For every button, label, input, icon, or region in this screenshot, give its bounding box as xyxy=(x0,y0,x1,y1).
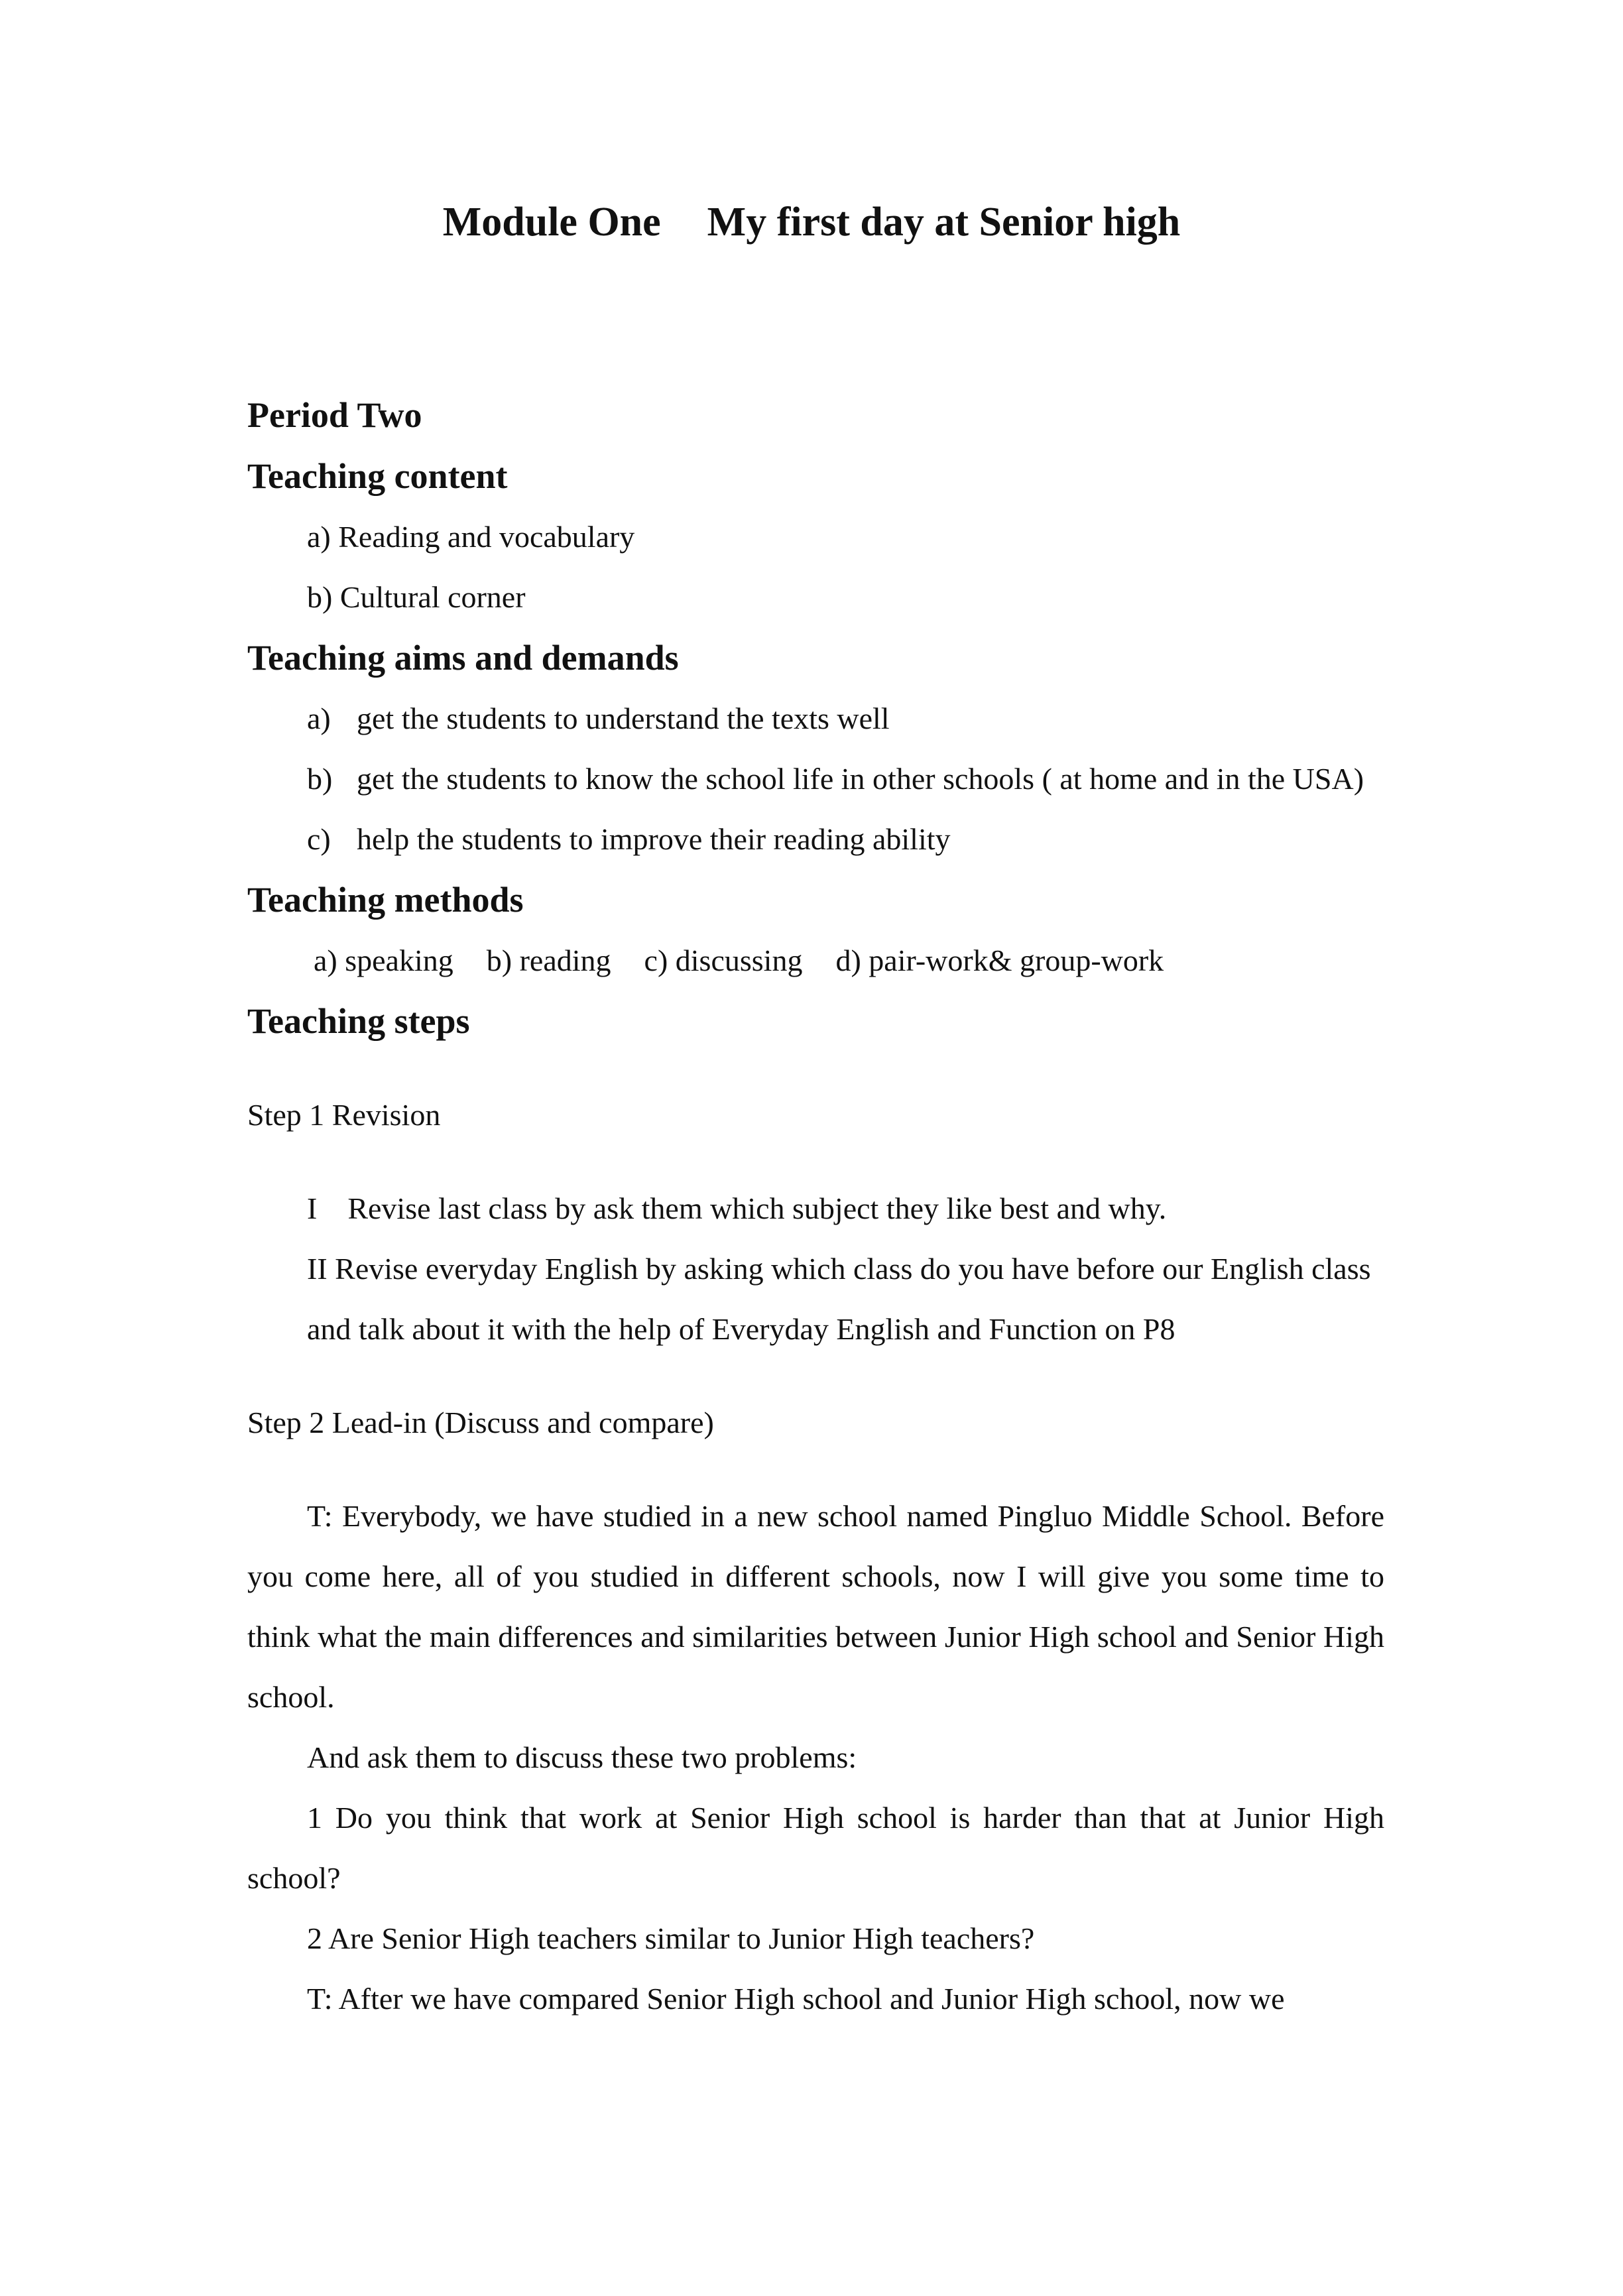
document-title xyxy=(0,199,1623,246)
aims-item-text: get the students to understand the texts well xyxy=(357,701,890,735)
step1-line: II Revise everyday English by asking which class do you have before our English class and talk about it with the help of Everyday English and Function on P8 xyxy=(307,1252,1371,1346)
method-item: d) pair-work& group-work xyxy=(835,943,1164,977)
content-item: b) Cultural corner xyxy=(307,580,526,614)
aims-item xyxy=(247,749,1384,809)
title-topic: My first day at Senior high xyxy=(707,200,1181,245)
step2-paragraph: T: After we have compared Senior High school and Junior High school, now we xyxy=(307,1982,1285,2016)
content-item: a) Reading and vocabulary xyxy=(307,520,635,554)
aims-item-label: c) xyxy=(307,822,331,856)
teaching-methods-heading: Teaching methods xyxy=(247,880,524,920)
teaching-aims-heading: Teaching aims and demands xyxy=(247,638,679,678)
aims-item xyxy=(247,688,1384,749)
method-item: c) discussing xyxy=(644,943,803,977)
aims-item-label: b) xyxy=(307,762,333,796)
aims-item-label: a) xyxy=(307,701,331,735)
methods-list xyxy=(247,930,1384,991)
document-body xyxy=(247,385,1384,2029)
method-item: a) speaking xyxy=(314,943,453,977)
teaching-steps-heading: Teaching steps xyxy=(247,1001,470,1041)
step2-paragraph: 2 Are Senior High teachers similar to Junior High teachers? xyxy=(307,1921,1035,1955)
aims-item-text: help the students to improve their reading ability xyxy=(357,822,951,856)
step2-paragraph: 1 Do you think that work at Senior High school is harder than that at Junior High school? xyxy=(247,1801,1384,1895)
title-module: Module One xyxy=(442,200,661,245)
step2-paragraph: T: Everybody, we have studied in a new school named Pingluo Middle School. Before you come here, all of you studied in different schools, now I will give you some time to think what the main differences and similarities between Junior High school and Senior High school. xyxy=(247,1499,1384,1714)
teaching-content-heading: Teaching content xyxy=(247,456,508,496)
step2-paragraph: And ask them to discuss these two problems: xyxy=(307,1740,857,1774)
method-item: b) reading xyxy=(486,943,611,977)
step2-heading: Step 2 Lead-in (Discuss and compare) xyxy=(247,1406,714,1439)
aims-item xyxy=(247,809,1384,869)
period-heading: Period Two xyxy=(247,395,422,435)
step1-heading: Step 1 Revision xyxy=(247,1098,441,1132)
aims-item-text: get the students to know the school life in other schools ( at home and in the USA) xyxy=(357,762,1364,796)
step1-line: I Revise last class by ask them which subject they like best and why. xyxy=(307,1191,1167,1225)
